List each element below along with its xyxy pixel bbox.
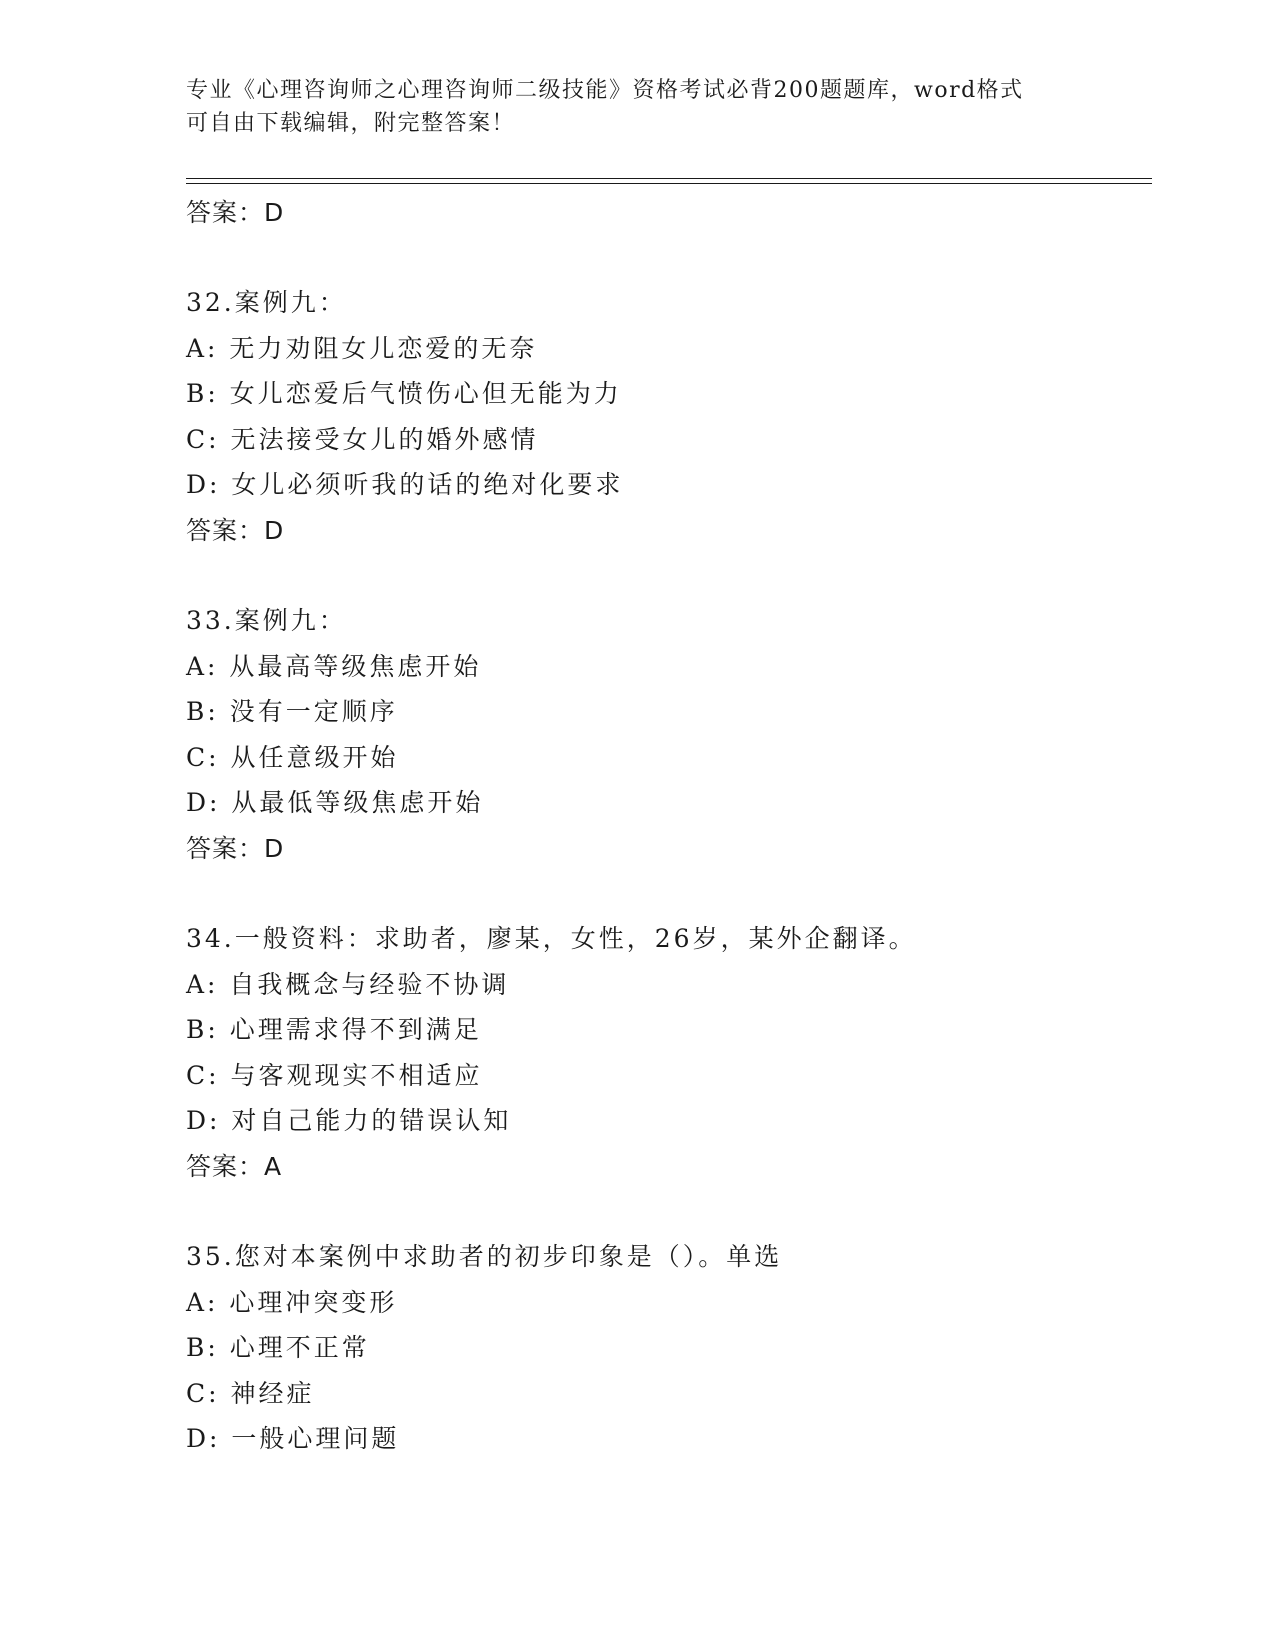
option-d: D: 一般心理问题 xyxy=(186,1424,400,1453)
header-line-2: 可自由下载编辑，附完整答案！ xyxy=(186,111,516,136)
option-c: C: 无法接受女儿的婚外感情 xyxy=(186,424,539,454)
option-d: D: 从最低等级焦虑开始 xyxy=(186,788,484,817)
option-c: C: 从任意级开始 xyxy=(186,742,399,772)
question-list xyxy=(186,280,1146,1507)
option-d: D: 女儿必须听我的话的绝对化要求 xyxy=(186,470,624,499)
question-stem: 35.您对本案例中求助者的初步印象是（）。单选 xyxy=(186,1242,783,1271)
option-a: A: 从最高等级焦虑开始 xyxy=(186,651,482,681)
question-stem: 33.案例九： xyxy=(186,606,347,635)
option-b: B: 心理不正常 xyxy=(186,1333,370,1362)
question-stem: 32.案例九： xyxy=(186,288,347,317)
header-line-1: 专业《心理咨询师之心理咨询师二级技能》资格考试必背200题题库，word格式 xyxy=(186,78,1024,103)
question-35 xyxy=(186,1234,1146,1462)
question-32 xyxy=(186,280,1146,553)
header-divider-top xyxy=(186,178,1152,179)
document-header xyxy=(186,74,1086,140)
option-a: A: 心理冲突变形 xyxy=(186,1287,398,1317)
option-d: D: 对自己能力的错误认知 xyxy=(186,1106,512,1135)
option-c: C: 与客观现实不相适应 xyxy=(186,1060,483,1090)
option-b: B: 心理需求得不到满足 xyxy=(186,1015,482,1044)
answer-line: 答案：D xyxy=(186,833,285,863)
header-divider-bottom xyxy=(186,183,1152,184)
option-b: B: 女儿恋爱后气愤伤心但无能为力 xyxy=(186,379,622,408)
option-a: A: 无力劝阻女儿恋爱的无奈 xyxy=(186,333,538,363)
question-34 xyxy=(186,916,1146,1189)
answer-line: 答案：D xyxy=(186,515,285,545)
previous-question-answer: 答案：D xyxy=(186,198,285,227)
option-a: A: 自我概念与经验不协调 xyxy=(186,969,510,999)
question-33 xyxy=(186,598,1146,871)
option-b: B: 没有一定顺序 xyxy=(186,697,398,726)
answer-line: 答案：A xyxy=(186,1151,283,1181)
option-c: C: 神经症 xyxy=(186,1378,315,1408)
question-stem: 34.一般资料：求助者，廖某，女性，26岁，某外企翻译。 xyxy=(186,924,917,953)
